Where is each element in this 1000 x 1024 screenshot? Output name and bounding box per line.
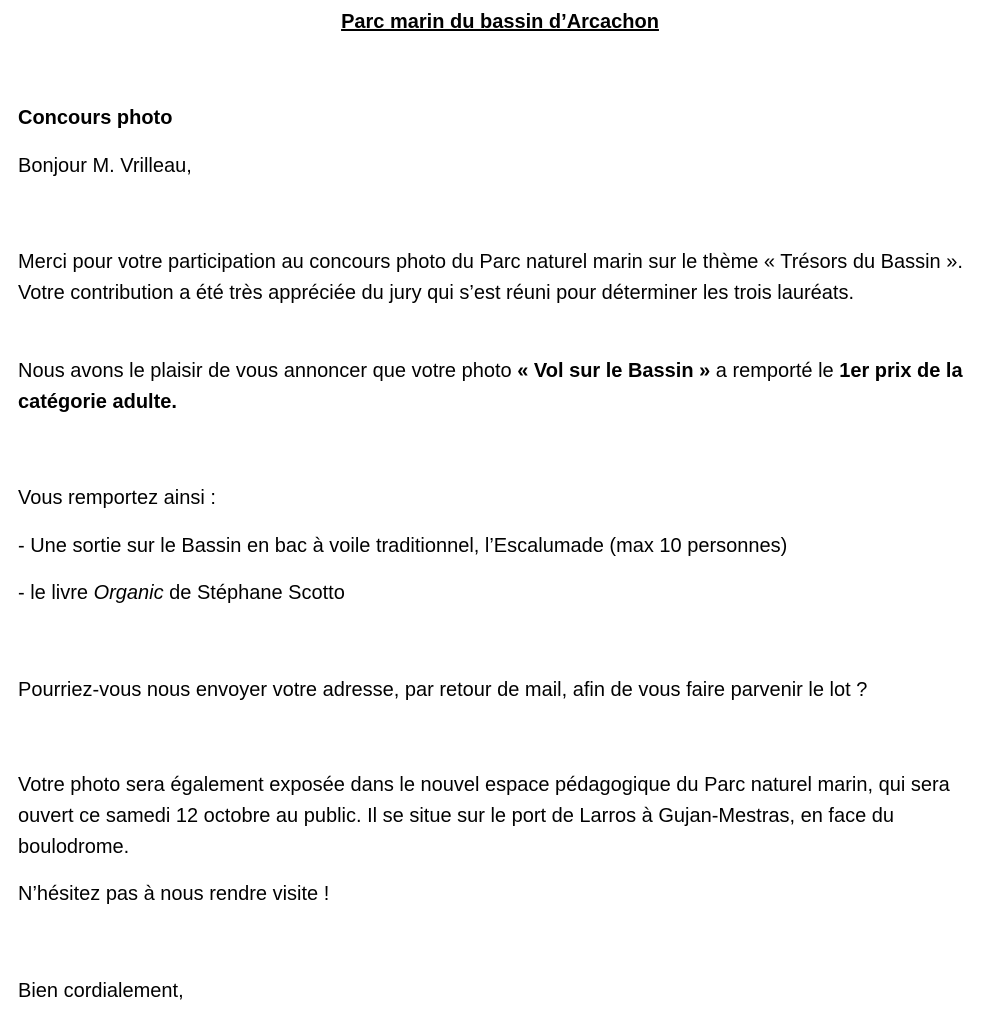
greeting: Bonjour M. Vrilleau, — [18, 155, 192, 177]
document-title: Parc marin du bassin d’Arcachon — [341, 11, 659, 33]
book-title: Organic — [93, 582, 164, 604]
paragraph-participation: Merci pour votre participation au concours photo du Parc naturel marin sur le thème « Trésors du Bassin ». Votre contribution a été très appréciée du jury qui s’est réuni pour déterminer les trois lauréats. — [18, 251, 963, 304]
subject-line — [18, 104, 172, 132]
address-request: Pourriez-vous nous envoyer votre adresse, par retour de mail, afin de vous faire parvenir le lot ? — [18, 679, 868, 701]
closing: Bien cordialement, — [18, 980, 184, 1002]
announcement-text-middle: a remporté le — [710, 360, 840, 382]
photo-title: « Vol sur le Bassin » — [517, 360, 711, 382]
book-text-end: de Stéphane Scotto — [163, 582, 345, 604]
visit-invitation: N’hésitez pas à nous rendre visite ! — [18, 883, 330, 905]
prize-item-boat-trip: - Une sortie sur le Bassin en bac à voile traditionnel, l’Escalumade (max 10 personnes) — [18, 535, 788, 557]
book-text-start: - le livre — [18, 582, 94, 604]
subject-text: Concours photo — [18, 107, 173, 129]
paragraph-exhibition: Votre photo sera également exposée dans le nouvel espace pédagogique du Parc naturel marin, qui sera ouvert ce samedi 12 octobre au public. Il se situe sur le port de Larros à Gujan-Mestras, en face du boulodrome. — [18, 774, 950, 858]
paragraph-announcement — [18, 356, 978, 418]
prize-title: 1er prix de la catégorie adulte. — [18, 360, 963, 413]
prizes-intro: Vous remportez ainsi : — [18, 487, 216, 509]
prize-item-book — [18, 579, 345, 607]
announcement-text-start: Nous avons le plaisir de vous annoncer que votre photo — [18, 360, 518, 382]
